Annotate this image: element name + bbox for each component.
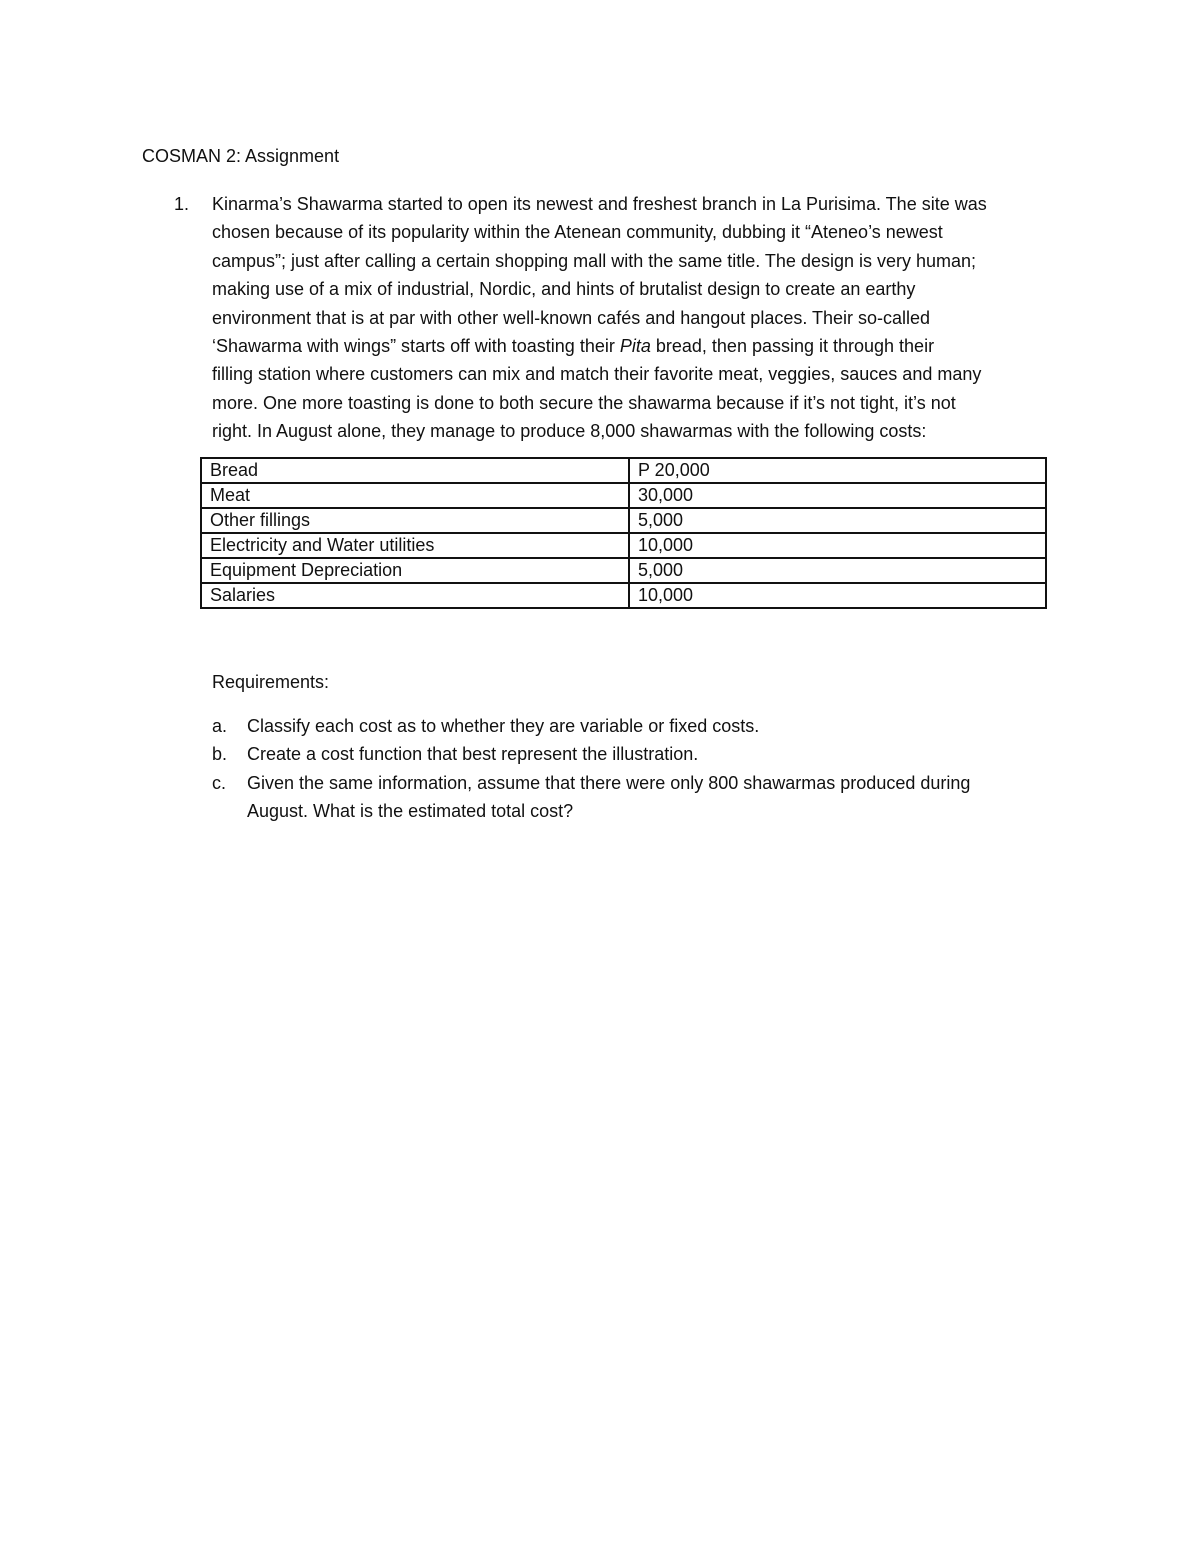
requirement-item [212,712,1062,740]
question-line: filling station where customers can mix and match their favorite meat, veggies, sauces and many [212,364,982,385]
italic-word: Pita [619,336,651,357]
question-line: environment that is at par with other well-known cafés and hangout places. Their so-called [212,307,931,328]
question-line: more. One more toasting is done to both secure the shawarma because if it’s not tight, it’s not [212,392,956,413]
requirement-line: August. What is the estimated total cost? [247,801,574,822]
question-line: Kinarma’s Shawarma started to open its newest and freshest branch in La Purisima. The site was [212,194,987,214]
document-title: COSMAN 2: Assignment [142,146,340,166]
question-line-head: ‘Shawarma with wings” starts off with toasting their [212,336,620,357]
table-row [201,558,1046,583]
table-row [201,483,1046,508]
requirement-item [212,769,1062,826]
cost-item-cell: Electricity and Water utilities [201,533,629,558]
cost-amount-cell: 10,000 [629,583,1046,608]
requirements-heading: Requirements: [212,672,330,692]
question-line: chosen because of its popularity within the Atenean community, dubbing it “Ateneo’s newest [212,222,943,243]
question-line: making use of a mix of industrial, Nordic, and hints of brutalist design to create an earthy [212,279,916,300]
cost-amount-cell: P 20,000 [629,458,1046,483]
requirement-letter: a. [212,716,228,736]
requirement-line: Create a cost function that best represent the illustration. [247,744,699,765]
requirement-text [247,769,1062,826]
cost-item-cell: Meat [201,483,629,508]
table-row [201,508,1046,533]
requirement-line: Classify each cost as to whether they are variable or fixed costs. [247,716,760,736]
cost-amount-cell: 5,000 [629,508,1046,533]
cost-item-cell: Other fillings [201,508,629,533]
cost-table [200,457,1047,609]
requirement-text [247,740,1062,768]
requirement-text [247,712,1062,740]
question-line: campus”; just after calling a certain shopping mall with the same title. The design is very human; [212,250,977,271]
requirements-list [212,712,1062,826]
cost-item-cell: Equipment Depreciation [201,558,629,583]
cost-item-cell: Salaries [201,583,629,608]
table-row [201,458,1046,483]
cost-amount-cell: 5,000 [629,558,1046,583]
requirement-letter: b. [212,744,228,765]
question-number: 1. [174,194,190,214]
table-row [201,533,1046,558]
requirement-line: Given the same information, assume that there were only 800 shawarmas produced during [247,772,971,793]
cost-amount-cell: 30,000 [629,483,1046,508]
question-line-with-italic [212,332,1062,360]
table-row [201,583,1046,608]
question-line: right. In August alone, they manage to produce 8,000 shawarmas with the following costs: [212,421,927,442]
cost-item-cell: Bread [201,458,629,483]
requirement-letter: c. [212,772,227,793]
question-line-tail: bread, then passing it through their [650,336,935,357]
requirement-item [212,740,1062,768]
question-paragraph [212,190,1062,446]
cost-amount-cell: 10,000 [629,533,1046,558]
